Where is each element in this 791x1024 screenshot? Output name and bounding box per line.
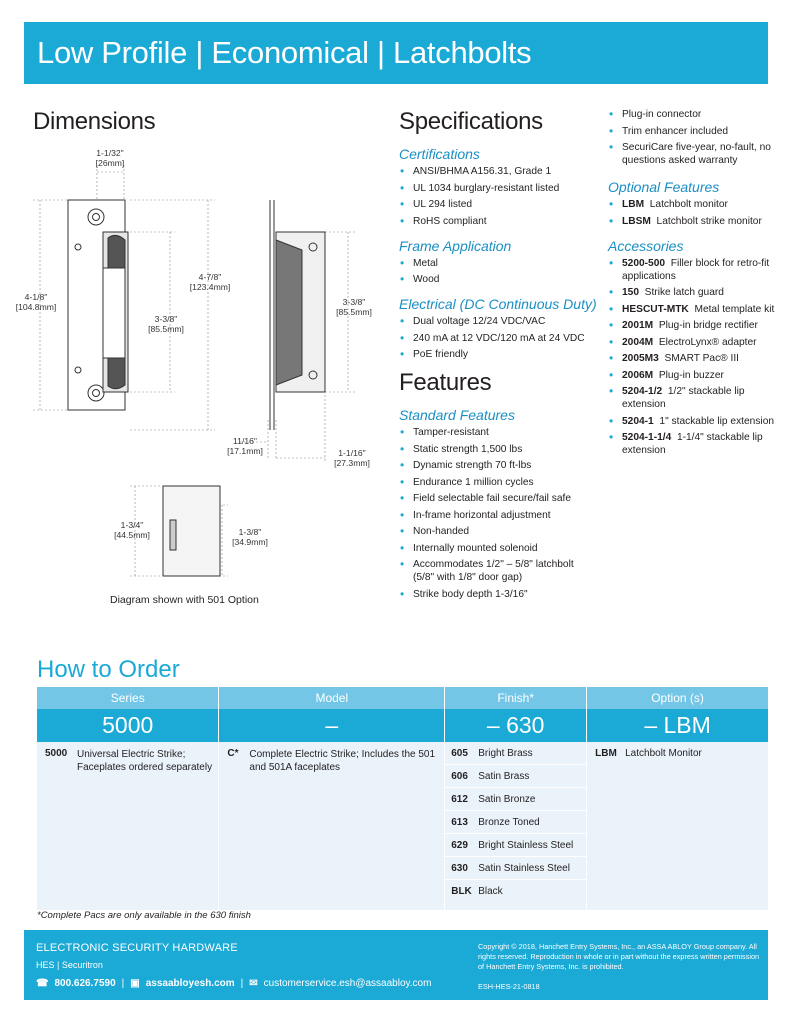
list-item: • 5200-500 Filler block for retro-fit applications bbox=[608, 257, 778, 283]
specifications-heading: Specifications bbox=[399, 108, 543, 135]
optional-features-list bbox=[608, 198, 778, 228]
list-item: • In-frame horizontal adjustment bbox=[399, 509, 599, 522]
strike-body bbox=[163, 486, 220, 576]
optional-features-title: Optional Features bbox=[608, 179, 720, 195]
frame-title: Frame Application bbox=[399, 237, 512, 254]
value-series: 5000 bbox=[37, 709, 219, 742]
list-item: • Dynamic strength 70 ft-lbs bbox=[399, 459, 599, 472]
list-item: • LBM Latchbolt monitor bbox=[608, 198, 778, 211]
dim-h2: 3-3/8" bbox=[154, 314, 178, 324]
finish-row: 612 Satin Bronze bbox=[445, 788, 586, 811]
finish-cell bbox=[445, 742, 587, 910]
frame-list bbox=[399, 257, 599, 287]
list-item: • 5204-1-1/4 1-1/4" stackable lip extension bbox=[608, 431, 778, 457]
footer-website[interactable]: assaabloyesh.com bbox=[145, 978, 235, 989]
footer-copyright: Copyright © 2018, Hanchett Entry Systems, Inc., an ASSA ABLOY Group company. All rights reserved. Reproduction in whole or in part without the express written permission of Hanchett Entry Systems, Inc. is prohibited. bbox=[478, 942, 760, 971]
list-item: • PoE friendly bbox=[399, 348, 599, 361]
accessories-title: Accessories bbox=[608, 237, 684, 254]
accessories-list bbox=[608, 257, 778, 458]
finish-row: 630 Satin Stainless Steel bbox=[445, 857, 586, 880]
list-item: • 2004M ElectroLynx® adapter bbox=[608, 336, 778, 349]
electrical-list bbox=[399, 315, 599, 361]
email-icon: ✉ bbox=[249, 978, 258, 989]
list-item: • HESCUT-MTK Metal template kit bbox=[608, 303, 778, 316]
value-finish: – 630 bbox=[445, 709, 587, 742]
finish-row: BLK Black bbox=[451, 886, 503, 897]
list-item: • ANSI/BHMA A156.31, Grade 1 bbox=[399, 165, 599, 178]
header-series: Series bbox=[37, 687, 219, 709]
dim-w1: 1-1/32" bbox=[96, 148, 124, 158]
list-item: • 2006M Plug-in buzzer bbox=[608, 369, 778, 382]
finish-row: 629 Bright Stainless Steel bbox=[445, 834, 586, 857]
standard-features-list bbox=[399, 426, 599, 601]
dim-w1mm: [26mm] bbox=[95, 158, 125, 168]
list-item: • RoHS compliant bbox=[399, 215, 599, 228]
faceplate-side bbox=[270, 200, 325, 430]
electrical-title: Electrical (DC Continuous Duty) bbox=[399, 296, 597, 312]
diagram-caption: Diagram shown with 501 Option bbox=[110, 594, 259, 606]
header-finish: Finish* bbox=[445, 687, 587, 709]
list-item: • 240 mA at 12 VDC/120 mA at 24 VDC bbox=[399, 332, 599, 345]
list-item: • Plug-in connector bbox=[608, 108, 778, 121]
order-footnote: *Complete Pacs are only available in the 630 finish bbox=[37, 910, 251, 921]
certifications-title: Certifications bbox=[399, 146, 480, 162]
dim-d1mm: [17.1mm] bbox=[227, 446, 263, 456]
dim-h2mm: [85.5mm] bbox=[148, 324, 184, 334]
list-item: • Accommodates 1/2" – 5/8" latchbolt (5/8" with 1/8" door gap) bbox=[399, 558, 579, 584]
dim-h3: 4-7/8" bbox=[198, 272, 222, 282]
list-item: • Tamper-resistant bbox=[399, 426, 599, 439]
dim-d2: 1-1/16" bbox=[338, 448, 366, 458]
footer-email[interactable]: customerservice.esh@assaabloy.com bbox=[263, 978, 432, 989]
dimension-drawing bbox=[0, 140, 390, 615]
dim-h4mm: [85.5mm] bbox=[336, 307, 372, 317]
certifications-list bbox=[399, 165, 599, 228]
dim-s2: 1-3/8" bbox=[238, 527, 262, 537]
list-item: • Non-handed bbox=[399, 525, 599, 538]
list-item: • Strike body depth 1-3/16" bbox=[399, 588, 599, 601]
dimensions-heading: Dimensions bbox=[33, 108, 156, 135]
finish-row: 606 Satin Brass bbox=[445, 765, 586, 788]
list-item: • UL 1034 burglary-resistant listed bbox=[399, 182, 599, 195]
dim-h3mm: [123.4mm] bbox=[189, 282, 231, 292]
value-model: – bbox=[219, 709, 445, 742]
dim-h4: 3-3/8" bbox=[342, 297, 366, 307]
list-item: • Metal bbox=[399, 257, 599, 270]
list-item: • Wood bbox=[399, 273, 599, 286]
list-item: • LBSM Latchbolt strike monitor bbox=[608, 215, 778, 228]
list-item: • Field selectable fail secure/fail safe bbox=[399, 492, 599, 505]
dim-s2mm: [34.9mm] bbox=[232, 537, 268, 547]
order-heading: How to Order bbox=[37, 656, 180, 683]
phone-icon: ☎ bbox=[36, 978, 49, 989]
option-cell: LBM Latchbolt Monitor bbox=[587, 742, 769, 910]
finish-row: 605 Bright Brass bbox=[445, 742, 586, 765]
list-item: • Endurance 1 million cycles bbox=[399, 476, 599, 489]
list-item: • Internally mounted solenoid bbox=[399, 542, 599, 555]
list-item: • 5204-1/2 1/2" stackable lip extension bbox=[608, 385, 778, 411]
list-item: • SecuriCare five-year, no-fault, no questions asked warranty bbox=[608, 141, 778, 167]
footer-phone[interactable]: 800.626.7590 bbox=[54, 978, 116, 989]
dim-h1mm: [104.8mm] bbox=[15, 302, 57, 312]
dim-h1: 4-1/8" bbox=[24, 292, 48, 302]
list-item: • 150 Strike latch guard bbox=[608, 286, 778, 299]
list-item: • Trim enhancer included bbox=[608, 125, 778, 138]
footer-title: ELECTRONIC SECURITY HARDWARE bbox=[36, 942, 238, 954]
footer bbox=[24, 930, 768, 1000]
dim-d2mm: [27.3mm] bbox=[334, 458, 370, 468]
features-column bbox=[608, 108, 778, 461]
list-item: • UL 294 listed bbox=[399, 198, 599, 211]
faceplate-front bbox=[68, 200, 128, 410]
value-option: – LBM bbox=[587, 709, 769, 742]
finish-row: 613 Bronze Toned bbox=[445, 811, 586, 834]
page-banner: Low Profile | Economical | Latchbolts bbox=[24, 22, 768, 84]
footer-doc-code: ESH-HES-21-0818 bbox=[478, 982, 540, 991]
computer-icon: ▣ bbox=[130, 978, 140, 989]
series-cell: 5000 Universal Electric Strike; Faceplates ordered separately bbox=[37, 742, 219, 910]
specifications-column bbox=[399, 108, 599, 604]
footer-brands: HES | Securitron bbox=[36, 960, 103, 970]
dim-d1: 11/16" bbox=[233, 436, 257, 446]
dim-s1mm: [44.5mm] bbox=[114, 530, 150, 540]
list-item: • 2005M3 SMART Pac® III bbox=[608, 352, 778, 365]
header-model: Model bbox=[219, 687, 445, 709]
list-item: • Static strength 1,500 lbs bbox=[399, 443, 599, 456]
list-item: • 5204-1 1" stackable lip extension bbox=[608, 415, 778, 428]
features-heading: Features bbox=[399, 369, 492, 396]
order-table bbox=[37, 687, 769, 910]
header-option: Option (s) bbox=[587, 687, 769, 709]
standard-features-title: Standard Features bbox=[399, 407, 515, 423]
dim-s1: 1-3/4" bbox=[120, 520, 144, 530]
model-cell: C* Complete Electric Strike; Includes the 501 and 501A faceplates bbox=[219, 742, 445, 910]
list-item: • Dual voltage 12/24 VDC/VAC bbox=[399, 315, 599, 328]
footer-contacts: ☎ 800.626.7590 | ▣ assaabloyesh.com | ✉ customerservice.esh@assaabloy.com bbox=[36, 978, 432, 989]
features-continued-list bbox=[608, 108, 778, 167]
list-item: • 2001M Plug-in bridge rectifier bbox=[608, 319, 778, 332]
